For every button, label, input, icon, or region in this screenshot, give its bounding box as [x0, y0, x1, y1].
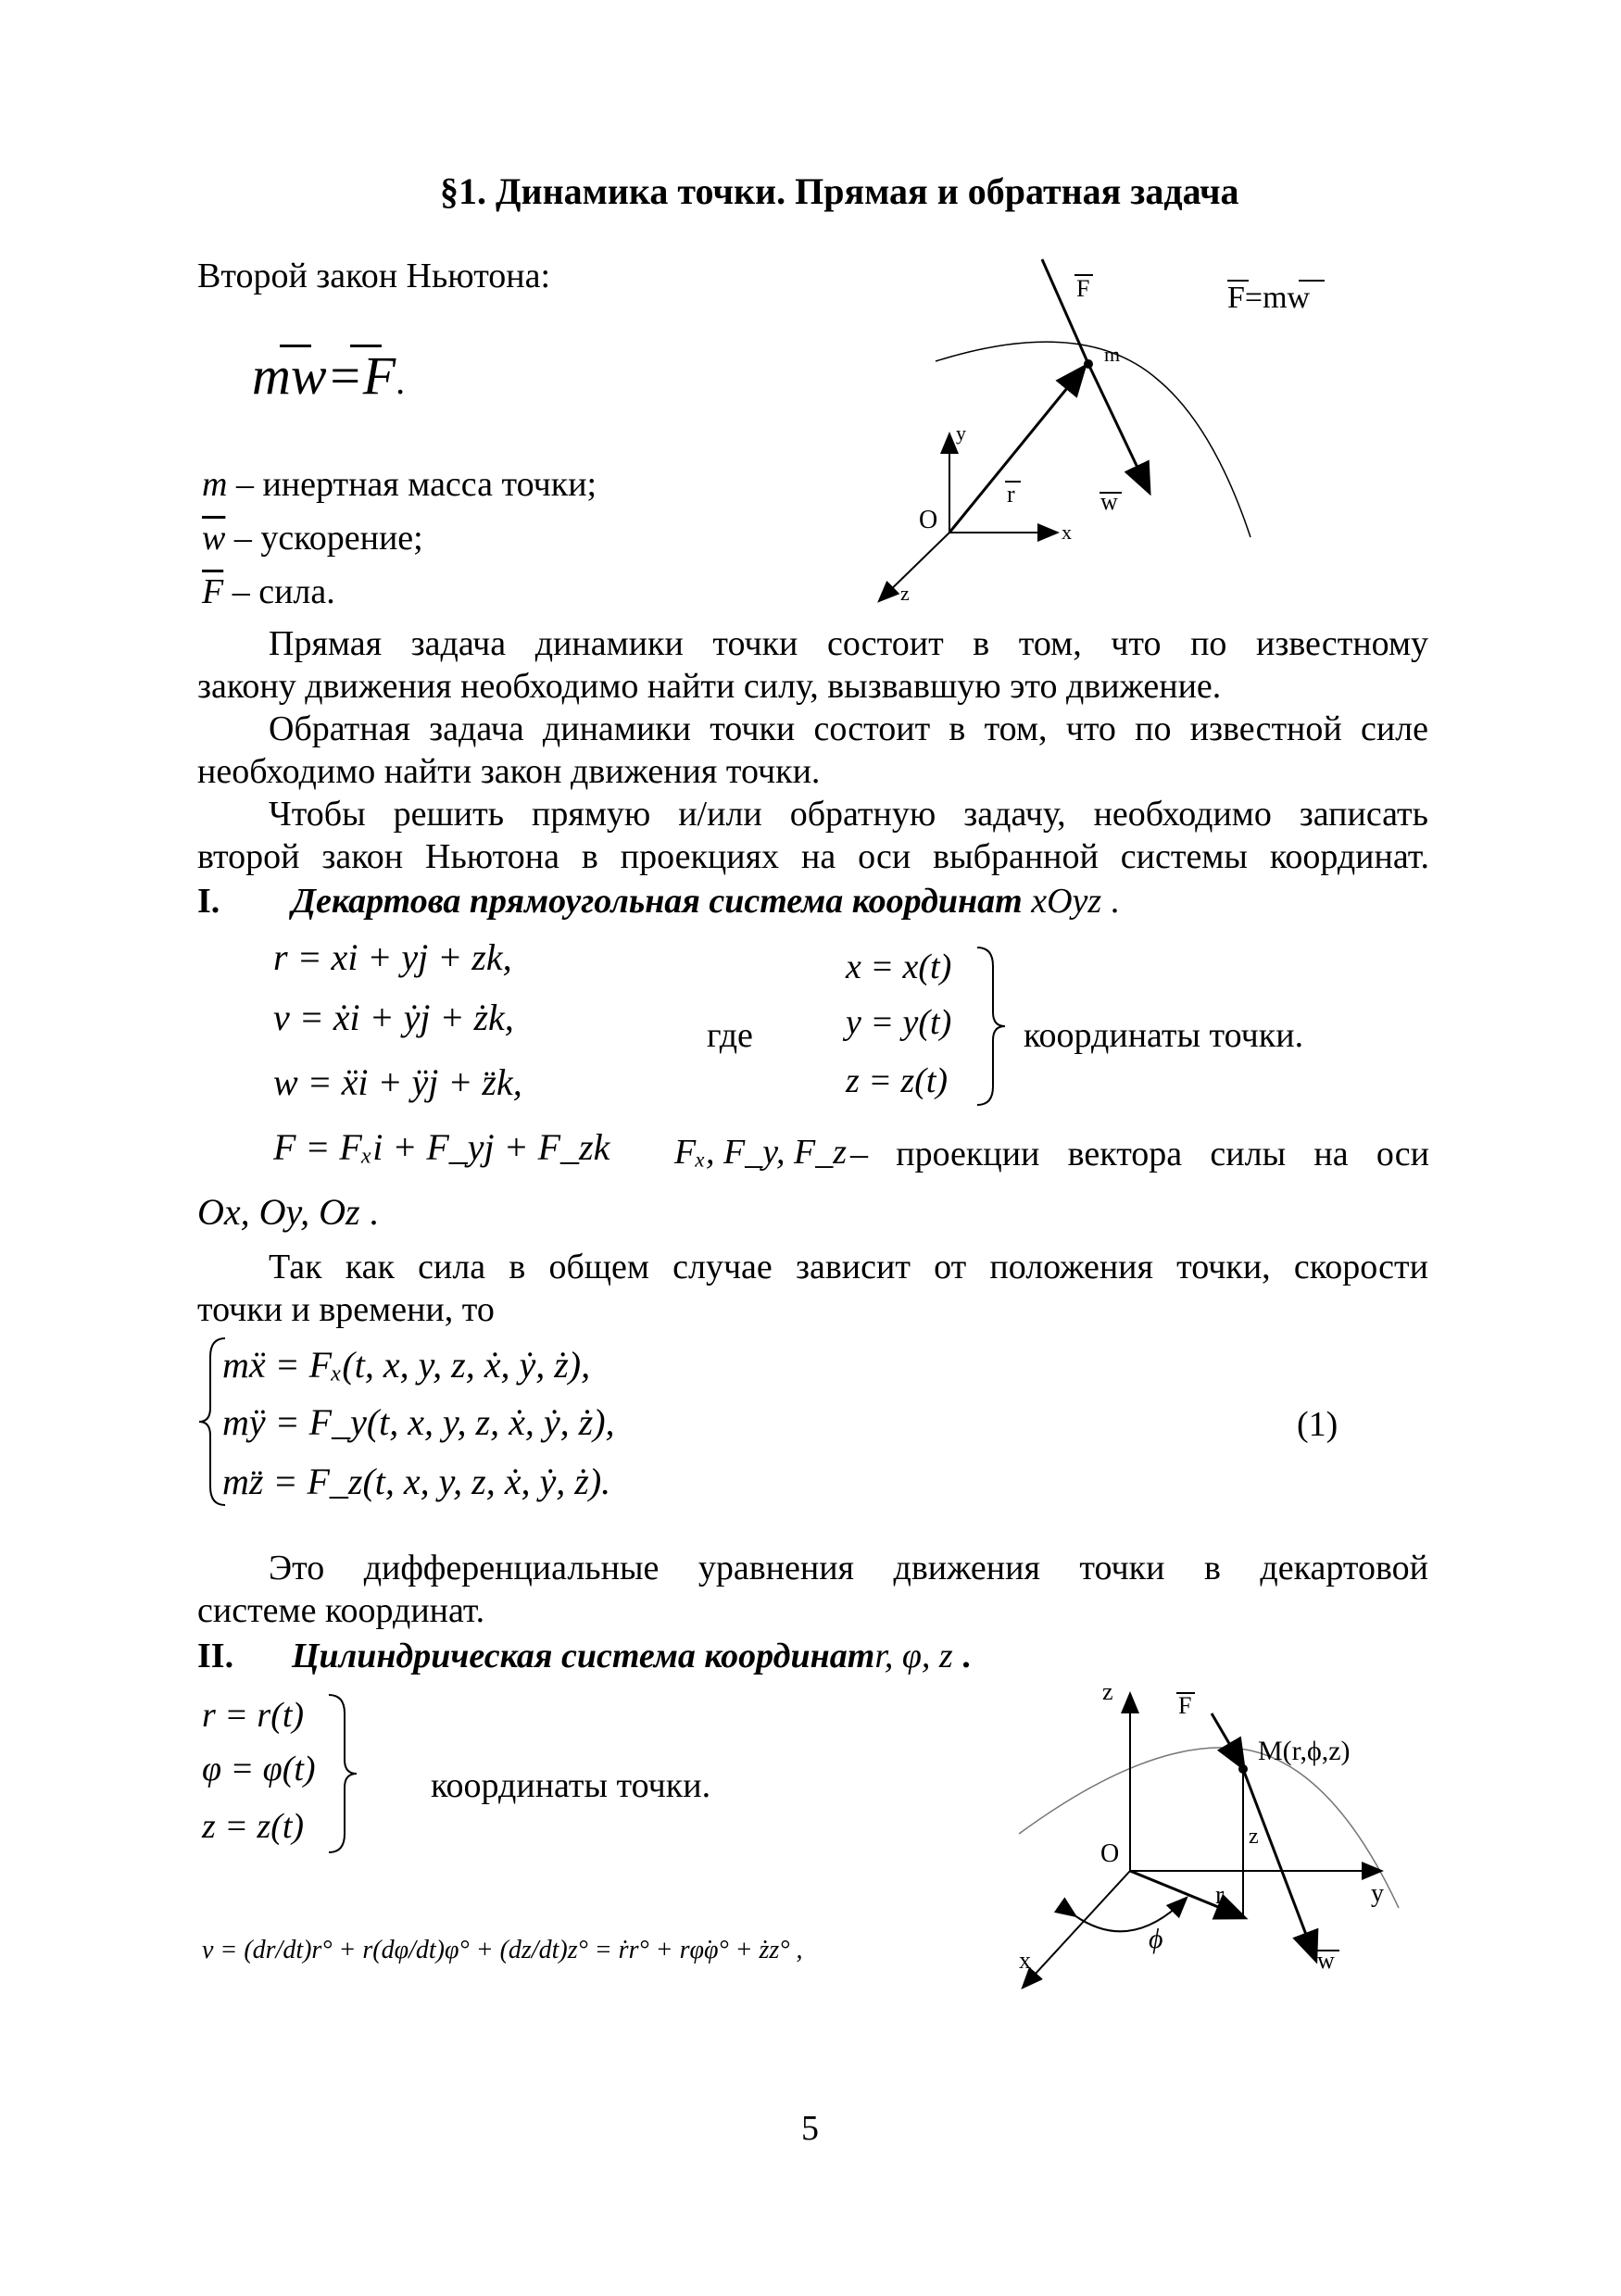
eq-F: F = Fₓi + F_yj + F_zk	[273, 1126, 610, 1168]
para-dep-1	[269, 1246, 1428, 1288]
fig2-y-label: y	[1371, 1879, 1384, 1908]
point-M	[1238, 1764, 1248, 1774]
fig1-m-label: m	[1104, 343, 1121, 366]
force-arrow	[1088, 364, 1149, 491]
system-eq-1: mẍ = Fₓ(t, x, y, z, ẋ, ẏ, ż),	[222, 1344, 591, 1386]
section-2-number: II.	[197, 1637, 234, 1675]
fig2-O-label: O	[1100, 1839, 1120, 1868]
z-axis	[880, 533, 949, 600]
fig1-x-label: x	[1062, 521, 1072, 544]
overline-w	[280, 345, 311, 347]
brace-right-1	[973, 943, 1010, 1110]
para-inverse-1-text: Обратная задача динамики точки состоит в том, что по известной силе	[269, 709, 1428, 748]
eq-r: r = xi + yj + zk,	[273, 936, 512, 978]
section-2-dot: .	[961, 1637, 971, 1675]
newton-formula-text: mw=F	[252, 345, 396, 406]
system-eq-3: mz̈ = F_z(t, x, y, z, ẋ, ẏ, ż).	[222, 1461, 611, 1502]
fig2-F-label: F	[1178, 1692, 1192, 1719]
coord-z: z = z(t)	[846, 1061, 949, 1100]
cyl-coord-r: r = r(t)	[202, 1696, 305, 1735]
coord-label-1: координаты точки.	[1024, 1016, 1304, 1055]
proj-syms: Fₓ, F_y, F_z	[674, 1133, 847, 1172]
para-inverse-1	[269, 708, 1428, 750]
fig1-O-label: O	[919, 506, 938, 534]
coord-y: y = y(t)	[846, 1003, 952, 1042]
newton-formula-end: .	[396, 360, 406, 402]
system-eq-2: mÿ = F_y(t, x, y, z, ẋ, ẏ, ż),	[222, 1401, 615, 1443]
fig1-z-label: z	[900, 582, 910, 605]
fig2-w-label: w	[1317, 1947, 1335, 1974]
force-arrow-2	[1212, 1713, 1243, 1767]
fig2-r-label: r	[1215, 1881, 1225, 1910]
cyl-coord-phi: φ = φ(t)	[202, 1750, 316, 1788]
para-diff-1	[269, 1547, 1428, 1589]
axes-syms: Ox, Oy, Oz	[197, 1191, 360, 1233]
para-direct-1	[269, 622, 1428, 665]
point-m	[1084, 359, 1093, 369]
fig1-F-label: F	[1076, 275, 1090, 302]
coord-label-2: координаты точки.	[431, 1766, 711, 1805]
section-1-sys: xOyz	[1031, 882, 1102, 921]
page-number: 5	[801, 2109, 819, 2148]
page-title: §1. Динамика точки. Прямая и обратная задача	[440, 170, 1239, 212]
newton-heading: Второй закон Ньютона:	[197, 257, 551, 295]
fig1-Feq-label: F=mw	[1227, 281, 1311, 315]
equation-number: (1)	[1297, 1405, 1338, 1444]
fig1-r-label: r	[1007, 481, 1015, 508]
proj-text-value: – проекции вектора силы на оси	[850, 1135, 1429, 1173]
fig2-zseg-label: z	[1249, 1825, 1259, 1849]
figure-cylindrical	[1010, 1676, 1417, 2010]
coord-x: x = x(t)	[846, 947, 952, 986]
accel-arrow-2	[1243, 1769, 1315, 1959]
para-diff-2: системе координат.	[197, 1591, 485, 1630]
legend-F	[202, 571, 335, 613]
velocity-formula: v = (dr/dt)r° + r(dφ/dt)φ° + (dz/dt)z° = ṙr° + rφ̇φ° + żz° ,	[202, 1936, 803, 1964]
axes-line	[197, 1190, 379, 1234]
section-1-dot: .	[1110, 882, 1120, 921]
cyl-coord-z: z = z(t)	[202, 1807, 305, 1846]
section-2-name: Цилиндрическая система координат	[292, 1637, 875, 1675]
r-vector	[1130, 1871, 1243, 1917]
legend-w	[202, 517, 423, 559]
fig2-M-label: M(r,ϕ,z)	[1258, 1736, 1351, 1766]
trajectory-curve-2	[1019, 1748, 1399, 1908]
para-inverse-2: необходимо найти закон движения точки.	[197, 752, 821, 791]
para-dep-1-text: Так как сила в общем случае зависит от положения точки, скорости	[269, 1248, 1428, 1286]
fig1-y-label: y	[956, 421, 966, 445]
section-1-name: Декартова прямоугольная система координат	[292, 882, 1023, 921]
fig2-phi-label: ϕ	[1149, 1924, 1163, 1954]
legend-m-sym: m	[202, 465, 228, 504]
fig1-w-label: w	[1100, 488, 1118, 515]
para-diff-1-text: Это дифференциальные уравнения движения точки в декартовой	[269, 1549, 1428, 1587]
brace-right-2	[324, 1690, 361, 1857]
figure-newton	[861, 250, 1343, 611]
fig2-z-label: z	[1102, 1678, 1113, 1705]
proj-text	[850, 1133, 1429, 1175]
where-label: где	[707, 1016, 753, 1055]
para-solve-2	[197, 835, 1429, 878]
x-axis-2	[1024, 1871, 1130, 1987]
para-direct-1-text: Прямая задача динамики точки состоит в том, что по известному	[269, 624, 1428, 663]
section-1-number: I.	[197, 882, 220, 921]
overline-F	[350, 345, 382, 347]
para-solve-1-text: Чтобы решить прямую и/или обратную задачу, необходимо записать	[269, 795, 1428, 834]
section-2-sys: r, φ, z	[874, 1637, 953, 1675]
newton-formula	[252, 345, 405, 407]
eq-v: v = ẋi + ẏj + żk,	[273, 997, 514, 1038]
eq-w: w = ẍi + ÿj + z̈k,	[273, 1061, 522, 1103]
fig2-x-label: x	[1019, 1947, 1031, 1974]
axes-dot: .	[369, 1191, 379, 1233]
para-solve-2-text: второй закон Ньютона в проекциях на оси выбранной системы координат.	[197, 837, 1429, 876]
legend-m-text: – инертная масса точки;	[235, 465, 597, 504]
para-dep-2: точки и времени, то	[197, 1290, 495, 1329]
section-1-heading	[292, 880, 1119, 922]
legend-F-sym: $\overline{F}$	[202, 572, 224, 611]
para-direct-2: закону движения необходимо найти силу, вызвавшую это движение.	[197, 667, 1222, 706]
legend-F-text: – сила.	[232, 572, 335, 611]
section-2-heading	[292, 1635, 971, 1677]
radius-vector	[949, 368, 1084, 533]
phi-arc	[1074, 1899, 1186, 1931]
legend-w-text: – ускорение;	[233, 519, 423, 558]
legend-m	[202, 463, 597, 506]
legend-w-sym: $\overline{w}$	[202, 519, 226, 558]
para-solve-1	[269, 793, 1428, 835]
